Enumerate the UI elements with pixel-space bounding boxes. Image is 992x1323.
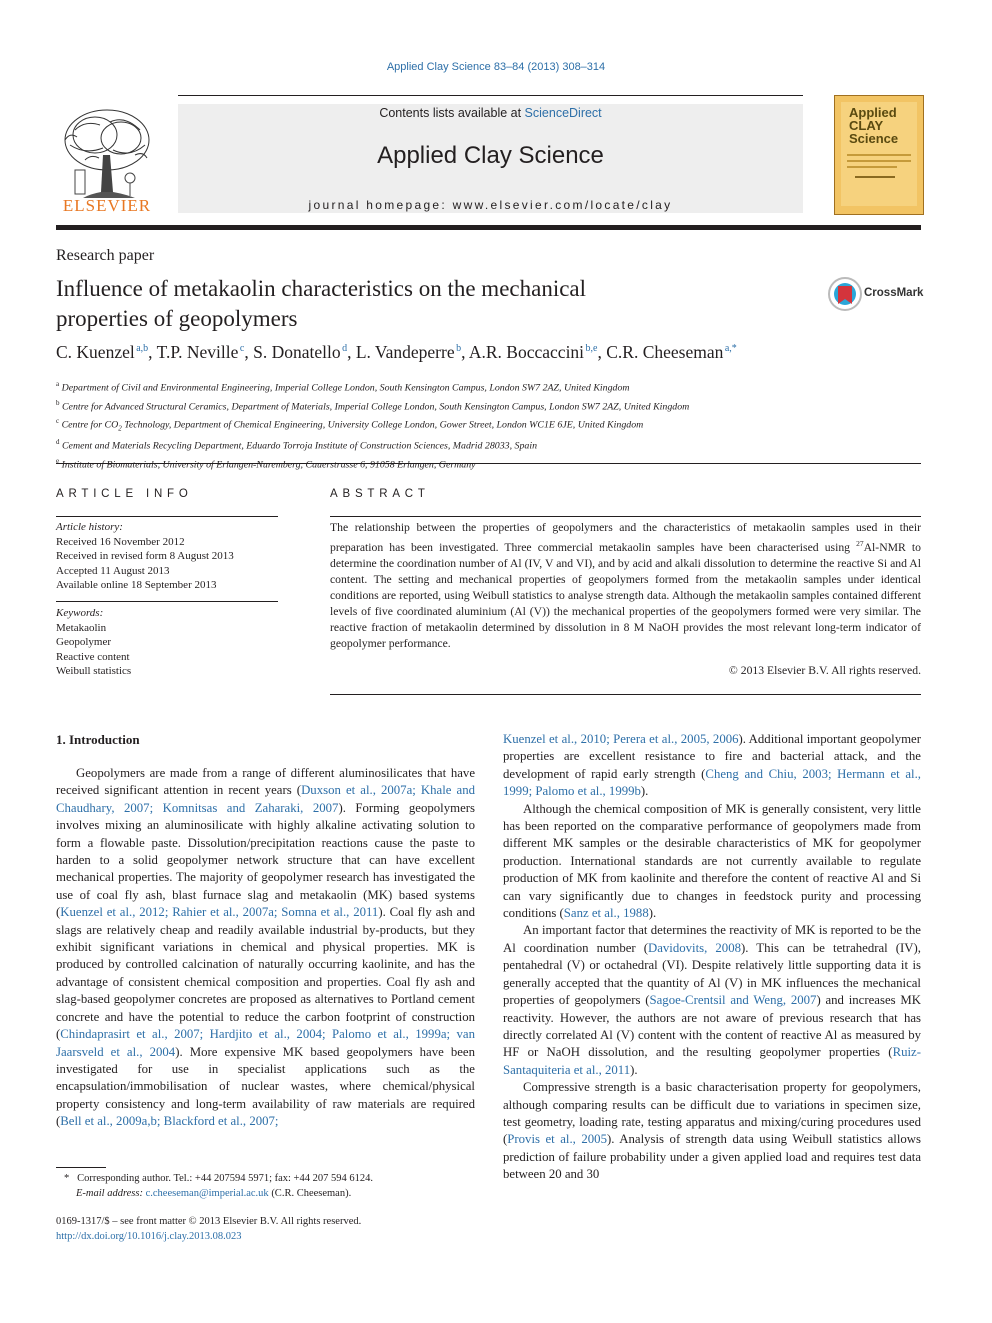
crossmark-icon bbox=[827, 276, 863, 312]
paragraph: Although the chemical composition of MK is generally consistent, very little has been reported on the comparative performance of geopolymers made from different MK samples or the desirable characteristics of MK for geopolymer production. International standards are not currently available to regulate production of MK from kaolinite and therefore the content of reactive Al and Si can vary significantly due to changes in feedstock purity and processing conditions (Sanz et al., 1988). bbox=[503, 801, 921, 921]
citation-link[interactable]: Ruiz-Santaquiteria et al., 2011 bbox=[503, 1045, 921, 1077]
issn-doi-block bbox=[56, 1214, 476, 1244]
body-left-column bbox=[56, 765, 475, 1131]
citation-link[interactable]: Kuenzel et al., 2012; Rahier et al., 2007a; Somna et al., 2011 bbox=[60, 905, 379, 920]
author-affil-link[interactable]: b bbox=[456, 343, 462, 355]
crossmark-label: CrossMark bbox=[864, 287, 924, 299]
history-item: Accepted 11 August 2013 bbox=[56, 564, 170, 577]
abstract-rule bbox=[330, 516, 921, 517]
abstract-copyright: © 2013 Elsevier B.V. All rights reserved. bbox=[728, 664, 921, 677]
author: L. Vandeperre bbox=[355, 342, 455, 362]
author: C. Kuenzel bbox=[56, 342, 135, 362]
author: C.R. Cheeseman bbox=[606, 342, 724, 362]
affiliations bbox=[56, 377, 689, 472]
abstract-heading: ABSTRACT bbox=[330, 488, 430, 500]
citation-link[interactable]: Duxson et al., 2007a; Khale and Chaudhary, 2007; Komnitsas and Zaharaki, 2007 bbox=[56, 783, 475, 815]
sciencedirect-link[interactable]: ScienceDirect bbox=[524, 106, 602, 120]
author-affil-link[interactable]: a,* bbox=[724, 343, 737, 355]
footnote-rule bbox=[56, 1167, 106, 1168]
article-type: Research paper bbox=[56, 247, 155, 264]
article-info-rule bbox=[56, 516, 278, 517]
contents-line: Contents lists available at ScienceDirect bbox=[379, 106, 602, 120]
affiliations-divider bbox=[56, 463, 921, 464]
affiliation: $^e$ Institute of Biomaterials, University of Erlangen-Nuremberg, Cauerstrasse 6, 91058 Erlangen, Germany bbox=[56, 456, 476, 471]
article-info-heading: ARTICLE INFO bbox=[56, 488, 193, 500]
paragraph: Kuenzel et al., 2010; Perera et al., 2005, 2006). Additional important geopolymer properties are excellent resistance to fire and bacterial attack, and the development of rapid early strength (Cheng and Chiu, 2003; Hermann et al., 1999; Palomo et al., 1999b). bbox=[503, 732, 922, 799]
corresponding-author-footnote: * Corresponding author. Tel.: +44 207594 5971; fax: +44 207 594 6124. E-mail address: c.cheeseman@imperial.ac.uk (C.R. Cheeseman). bbox=[64, 1173, 373, 1199]
section-heading-introduction: 1. Introduction bbox=[56, 732, 140, 747]
keyword: Metakaolin bbox=[56, 621, 107, 634]
history-item: Available online 18 September 2013 bbox=[56, 579, 217, 591]
elsevier-logo bbox=[55, 100, 159, 218]
journal-title: Applied Clay Science bbox=[377, 142, 604, 169]
author: A.R. Boccaccini bbox=[468, 342, 585, 362]
body-right-column bbox=[503, 731, 921, 1184]
author-affil-link[interactable]: a,b bbox=[136, 343, 149, 355]
citation-link[interactable]: Sagoe-Crentsil and Weng, 2007 bbox=[649, 993, 817, 1008]
citation-link[interactable]: Cheng and Chiu, 2003; Hermann et al., 1999; Palomo et al., 1999b bbox=[503, 766, 921, 799]
history-item: Received 16 November 2012 bbox=[56, 535, 185, 548]
citation-link[interactable]: Chindaprasirt et al., 2007; Hardjito et al., 2004; Palomo et al., 1999a; van Jaarsveld et al., 2004 bbox=[56, 1027, 475, 1059]
header-top-rule bbox=[178, 95, 803, 96]
author-affil-link[interactable]: c bbox=[239, 343, 245, 355]
keyword: Reactive content bbox=[56, 650, 130, 663]
keyword: Geopolymer bbox=[56, 636, 111, 648]
author: S. Donatello bbox=[253, 342, 341, 362]
keywords-rule bbox=[56, 601, 278, 602]
paragraph: Compressive strength is a basic characterisation property for geopolymers, although comparing results can be difficult due to variations in specimen size, test geometry, loading rate, testing apparatus and mixing/curing procedures used (Provis et al., 2005). Analysis of strength data using Weibull statistics allows prediction of failure probability under a given applied load and requires test data between 20 and 30 bbox=[503, 1080, 921, 1182]
citation-link[interactable]: Bell et al., 2009a,b; Blackford et al., 2007; bbox=[60, 1114, 279, 1129]
affiliation: $^b$ Centre for Advanced Structural Ceramics, Department of Materials, Imperial College London, South Kensington Campus, London SW7 2AZ, United Kingdom bbox=[56, 398, 690, 412]
issn-line: 0169-1317/$ – see front matter © 2013 Elsevier B.V. All rights reserved. bbox=[56, 1216, 362, 1227]
keyword: Weibull statistics bbox=[56, 665, 132, 677]
citation-link[interactable]: Provis et al., 2005 bbox=[507, 1132, 607, 1147]
affiliation: $^a$ Department of Civil and Environmental Engineering, Imperial College London, South Kensington Campus, London SW7 2AZ, United Kingdom bbox=[56, 380, 630, 394]
author-affil-link[interactable]: d bbox=[342, 343, 348, 355]
history-item: Received in revised form 8 August 2013 bbox=[56, 550, 234, 562]
citation-link[interactable]: Kuenzel et al., 2010; Perera et al., 2005, 2006 bbox=[503, 732, 739, 746]
header-divider bbox=[56, 225, 921, 230]
author-list: C. Kuenzel $^{a,b}$, T.P. Neville $^c$, S. Donatello $^d$, L. Vandeperre $^b$, A.R. Boccaccini $^{b,e}$, C.R. Cheeseman $^{a,*}$ bbox=[56, 342, 737, 362]
article-history: Article history: Received 16 November 2012 Received in revised form 8 August 2013 Accepted 11 August 2013 Available online 18 September 2013 bbox=[56, 520, 278, 593]
abstract-text: The relationship between the properties of geopolymers and the characteristics of metakaolin samples used in their preparation has been investigated. Three commercial metakaolin samples have been characterised using $^{27}$Al-NMR to determine the coordination number of Al (IV, V and VI), and by acid and alkali dissolution to determine the reactive Si and Al content. The setting and mechanical properties of geopolymers formed from the metakaolin samples under identical conditions are reported, using Weibull statistics to analyse strength data. Although the metakaolin samples contained different levels of five coordinated aluminium (Al (V)) the mechanical properties of the geopolymers formed were very similar. The reactive fraction of metakaolin determined by dissolution in 8 M NaOH provides the most relevant long-term indicator of geopolymer performance. bbox=[330, 521, 921, 650]
journal-cover-image bbox=[834, 95, 924, 215]
paragraph: Geopolymers are made from a range of different aluminosilicates that have received significant attention in recent years (Duxson et al., 2007a; Khale and Chaudhary, 2007; Komnitsas and Zaharaki, 2007). Forming geopolymers involves mixing an aluminosilicate with highly alkaline activating solution to form a flowable paste. Dissolution/precipitation reactions cause the paste to harden to a solid geopolymer network structure that can have excellent mechanical properties. The majority of geopolymer research has investigated the use of coal fly ash, blast furnace slag and metakaolin (MK) based systems (Kuenzel et al., 2012; Rahier et al., 2007a; Somna et al., 2011). Coal fly ash and slags are relatively cheap and readily available industrial by-products, but they exhibit significant variations in chemical and physical properties. MK is produced by controlled calcination of naturally occurring kaolinite, and has the advantage of consistent chemical composition and properties. Coal fly ash and slag-based geopolymer concretes are proposed as alternatives to Portland cement concrete and have the potential to reduce the carbon footprint of construction (Chindaprasirt et al., 2007; Hardjito et al., 2004; Palomo et al., 1999a; van Jaarsveld et al., 2004). More expensive MK based geopolymers have been investigated for use in specialist applications such as the encapsulation/immobilisation of nuclear wastes, where chemical/physical property consistency and long-term availability of raw materials are required (Bell et al., 2009a,b; Blackford et al., 2007; bbox=[56, 766, 476, 1129]
email-link[interactable]: c.cheeseman@imperial.ac.uk bbox=[145, 1188, 269, 1199]
citation-link[interactable]: Davidovits, 2008 bbox=[647, 940, 741, 955]
abstract-bottom-rule bbox=[330, 694, 921, 695]
journal-homepage[interactable]: journal homepage: www.elsevier.com/locate/clay bbox=[308, 198, 673, 212]
journal-reference[interactable]: Applied Clay Science 83–84 (2013) 308–314 bbox=[386, 61, 606, 73]
keywords: Keywords: Metakaolin Geopolymer Reactive content Weibull statistics bbox=[56, 606, 278, 679]
affiliation: $^d$ Cement and Materials Recycling Department, Eduardo Torroja Institute of Construction Sciences, Madrid 28033, Spain bbox=[56, 438, 538, 452]
author: T.P. Neville bbox=[156, 342, 239, 362]
citation-link[interactable]: Sanz et al., 1988 bbox=[563, 906, 649, 921]
author-affil-link[interactable]: b,e bbox=[585, 343, 598, 355]
doi-link[interactable]: http://dx.doi.org/10.1016/j.clay.2013.08.023 bbox=[56, 1231, 242, 1242]
article-title: Influence of metakaolin characteristics on the mechanical properties of geopolymers bbox=[56, 276, 587, 331]
cover-title: Applied CLAY Science bbox=[849, 105, 899, 146]
journal-banner bbox=[178, 104, 803, 213]
publisher-wordmark: ELSEVIER bbox=[62, 196, 152, 215]
paragraph: An important factor that determines the reactivity of MK is reported to be the Al coordination number (Davidovits, 2008). This can be tetrahedral (IV), pentahedral (V) or octahedral (VI). Despite relatively little supporting data it is generally accepted that the quantity of Al (V) in MK influences the mechanical properties of geopolymers (Sagoe-Crentsil and Weng, 2007) and increases MK reactivity. However, the authors are not aware of previous research that has directly correlated Al (V) content with the content of reactive Al as measured by HF or NaOH dissolution, and the resulting geopolymer properties (Ruiz-Santaquiteria et al., 2011). bbox=[503, 923, 921, 1077]
affiliation: $^c$ Centre for $CO_2$ Technology, Department of Chemical Engineering, University College London, Gower Street, London WC1E 6JE, United Kingdom bbox=[56, 417, 644, 433]
